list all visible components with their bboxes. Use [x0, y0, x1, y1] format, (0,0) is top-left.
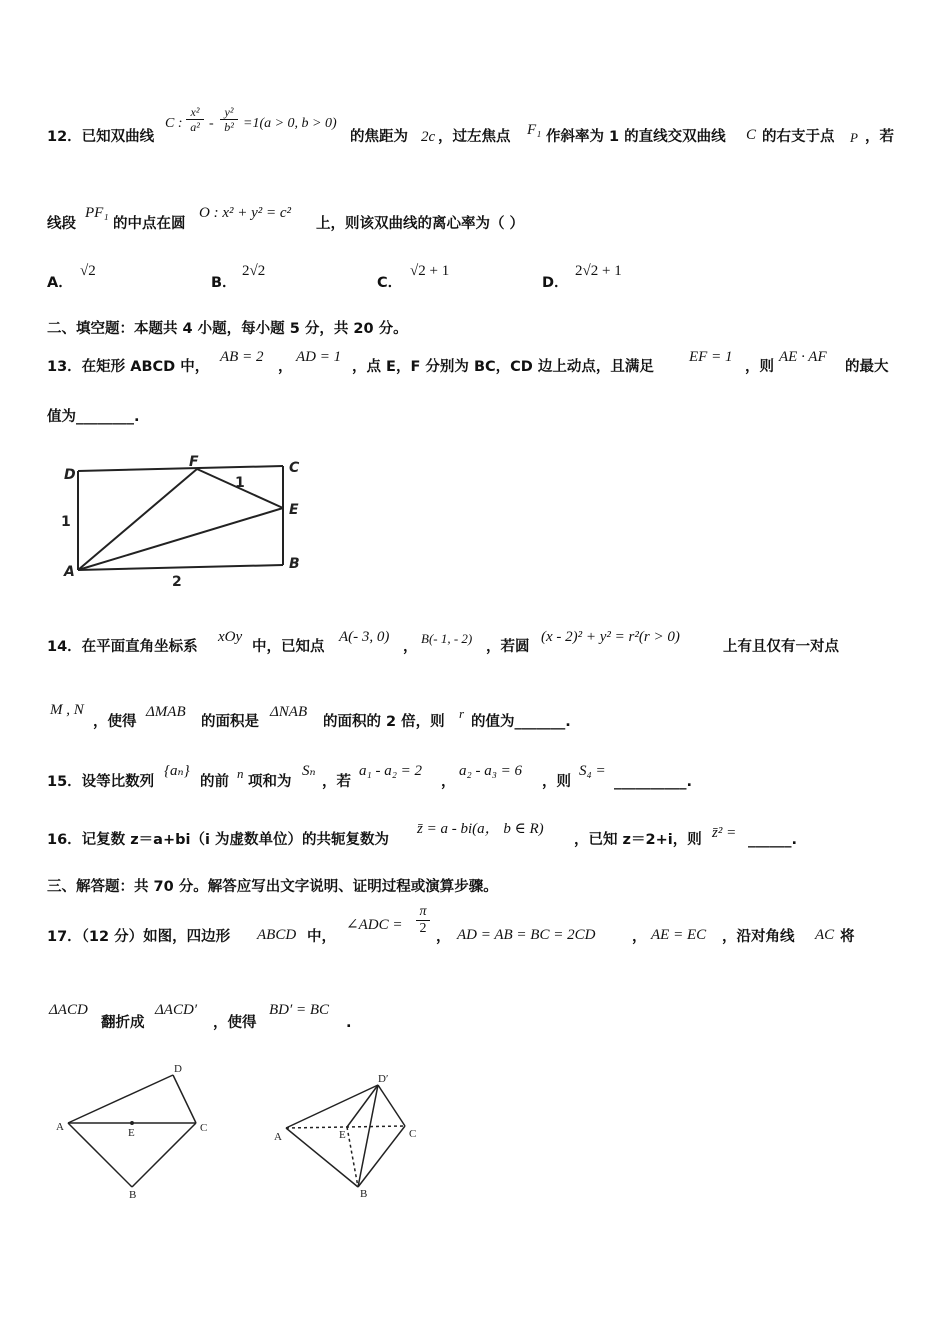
q14-radius-r: r [459, 706, 465, 721]
q12-option-a-value: √2 [80, 263, 96, 279]
q13-segment-fe [197, 469, 283, 508]
q15-text-5: ，则 [542, 774, 571, 790]
q12-text-2: ，过左焦点 [438, 129, 511, 145]
q12-condition: =1(a > 0, b > 0) [243, 116, 337, 131]
q14-text-4: 上有且仅有一对点 [723, 639, 839, 655]
q15-text-1: 15．设等比数列 [47, 774, 155, 790]
q17-text-2: 中， [307, 929, 336, 945]
q17-f2-label-a: A [274, 1131, 282, 1143]
q15-n: n [237, 766, 244, 781]
q12-minus: - [209, 116, 214, 131]
q12-text-1: 的焦距为 [350, 129, 408, 145]
q17-diagonal-ac: AC [815, 927, 835, 943]
section-3-heading: 三、解答题：共 70 分。解答应写出文字说明、证明过程或演算步骤。 [47, 879, 498, 895]
q12-point-p: P [850, 130, 858, 145]
q17-quad: ABCD [257, 927, 297, 943]
q13-label-len-ef: 1 [235, 475, 245, 491]
q13-sep: ， [278, 359, 293, 375]
q15-sequence: {aₙ} [164, 763, 190, 779]
section-2-heading: 二、填空题：本题共 4 小题，每小题 5 分，共 20 分。 [47, 321, 408, 337]
q15-s4: S₄ = [579, 763, 606, 779]
q12-focal-2c: 2c [421, 129, 436, 145]
q13-text-2: ，点 E，F 分别为 BC，CD 边上动点，且满足 [352, 359, 654, 375]
q12-option-a-label: A． [47, 275, 73, 291]
q16-conjugate-def: z̄ = a - bi(a， b ∈ R) [417, 821, 544, 837]
q14-line2-text-3: 的面积的 2 倍，则 [323, 714, 445, 730]
q17-sep-1: ， [436, 929, 451, 945]
q12-curve-name: C : [165, 116, 183, 131]
q17-triangle-acd: ΔACD [49, 1002, 88, 1018]
q12-text-4: 的右支于点 [762, 129, 835, 145]
q17-f2-edge-ad [286, 1085, 378, 1128]
q15-cond-1: a₁ - a₂ = 2 [359, 763, 423, 779]
q17-f1-edge-ad [68, 1075, 173, 1123]
q17-sep-2: ， [632, 929, 647, 945]
q14-line2-text-2: 的面积是 [201, 714, 259, 730]
q17-f1-label-e: E [128, 1127, 135, 1139]
q13-dot-product: AE · AF [779, 349, 827, 365]
q12-option-d-value: 2√2 + 1 [575, 263, 622, 279]
q14-line2-text-1: ，使得 [93, 714, 137, 730]
q17-figure-folded [286, 1085, 405, 1187]
q13-label-b: B [289, 556, 300, 572]
q12-option-b-label: B． [211, 275, 237, 291]
q17-f2-edge-dc [378, 1085, 405, 1126]
q12-text-5: ，若 [865, 129, 894, 145]
q13-label-f: F [189, 454, 199, 470]
q13-text-3: ，则 [745, 359, 774, 375]
q16-zbar-squared: z̄² = [712, 825, 737, 841]
q14-triangle-mab: ΔMAB [146, 704, 186, 720]
q12-text-3: 作斜率为 1 的直线交双曲线 [546, 129, 726, 145]
q13-label-d: D [64, 467, 76, 483]
q13-label-len-ad: 1 [61, 514, 71, 530]
q17-f2-label-c: C [409, 1128, 417, 1140]
q17-frac-pi-2: π 2 [416, 905, 430, 936]
q12-frac-y: y² b² [220, 106, 238, 133]
q17-f2-segment-ed [347, 1085, 378, 1127]
q17-f1-label-b: B [129, 1189, 137, 1201]
q13-label-c: C [289, 460, 300, 476]
q17-figure-planar [68, 1075, 196, 1187]
q12-option-c-value: √2 + 1 [410, 263, 450, 279]
q17-line2-text-1: 翻折成 [101, 1015, 145, 1031]
q13-label-len-ab: 2 [172, 574, 182, 590]
q13-label-a: A [64, 564, 75, 580]
q17-f1-edge-ab [68, 1123, 132, 1187]
q14-text-2: 中，已知点 [252, 639, 325, 655]
q13-ab: AB = 2 [220, 349, 264, 365]
q13-segment-ae [78, 508, 283, 570]
q17-f2-edge-db [358, 1085, 378, 1187]
q17-f1-edge-dc [173, 1075, 196, 1123]
q17-bd-equals-bc: BD′ = BC [269, 1002, 330, 1018]
q12-option-c-label: C． [377, 275, 403, 291]
q13-ad: AD = 1 [296, 349, 342, 365]
q12-line2-text-1: 线段 [47, 216, 76, 232]
q16-text-1: 16．记复数 z＝a+bi（i 为虚数单位）的共轭复数为 [47, 832, 389, 848]
q17-f2-label-e: E [339, 1129, 346, 1141]
q17-text-4: 将 [840, 929, 855, 945]
q17-f1-label-c: C [200, 1122, 208, 1134]
q15-text-4: ，若 [322, 774, 351, 790]
q17-f2-label-d-prime: D′ [378, 1073, 389, 1085]
q12-line2-text-2: 的中点在圆 [113, 216, 186, 232]
q12-circle-eq: O : x² + y² = c² [199, 205, 292, 221]
q16-text-2: ，已知 z＝2+i，则 [574, 832, 702, 848]
q17-line2-text-2: ，使得 [213, 1015, 257, 1031]
q17-f2-label-b: B [360, 1188, 368, 1200]
q12-line2-text-3: 上，则该双曲线的离心率为（ ） [316, 216, 525, 232]
q15-answer-blank: __________. [614, 774, 693, 790]
q14-sep: ， [403, 639, 418, 655]
q17-period: . [346, 1015, 352, 1031]
q17-f1-label-a: A [56, 1121, 64, 1133]
q17-angle-adc: ∠ADC = [346, 917, 403, 933]
q13-text-1: 13．在矩形 ABCD 中， [47, 359, 210, 375]
q12-number: 12．已知双曲线 [47, 129, 155, 145]
q12-curve-c: C [746, 127, 757, 143]
q14-point-a: A(- 3, 0) [339, 629, 390, 645]
q14-text-1: 14．在平面直角坐标系 [47, 639, 198, 655]
q14-point-b: B(- 1, - 2) [421, 631, 473, 646]
q17-f2-edge-bc [358, 1126, 405, 1187]
q12-option-b-value: 2√2 [242, 263, 266, 279]
q17-f2-hidden-eb [347, 1127, 358, 1187]
q14-text-3: ，若圆 [486, 639, 530, 655]
q15-text-2: 的前 [200, 774, 229, 790]
q17-f2-edge-ab [286, 1128, 358, 1187]
q17-f1-label-d: D [174, 1063, 182, 1075]
q12-focus-f1: F₁ [527, 122, 542, 138]
q14-line2-text-4: 的值为_______. [471, 714, 571, 730]
q15-text-3: 项和为 [248, 774, 292, 790]
q17-ae-ec: AE = EC [651, 927, 707, 943]
q14-circle-eq: (x - 2)² + y² = r²(r > 0) [541, 629, 680, 645]
q14-points-mn: M , N [50, 702, 84, 718]
q14-coord-system: xOy [218, 629, 243, 645]
q15-sn: Sₙ [302, 763, 316, 779]
q14-triangle-nab: ΔNAB [270, 704, 308, 720]
q13-line2: 值为________. [47, 409, 140, 425]
q17-text-3: ，沿对角线 [722, 929, 795, 945]
q17-f2-hidden-ac [286, 1126, 405, 1128]
q17-triangle-acd-prime: ΔACD′ [155, 1002, 198, 1018]
q17-f1-edge-bc [132, 1123, 196, 1187]
q13-ef: EF = 1 [689, 349, 733, 365]
q17-text-1: 17．（12 分）如图，四边形 [47, 929, 231, 945]
q17-lengths: AD = AB = BC = 2CD [457, 927, 596, 943]
q12-segment-pf1: PF₁ [85, 205, 109, 221]
q13-side-ab [78, 565, 283, 570]
q13-label-e: E [289, 502, 299, 518]
q13-side-dc [78, 466, 283, 471]
q15-sep: ， [441, 774, 456, 790]
q13-text-4: 的最大 [845, 359, 889, 375]
q15-cond-2: a₂ - a₃ = 6 [459, 763, 523, 779]
q12-frac-x: x² a² [186, 106, 204, 133]
q13-segment-af [78, 469, 197, 570]
q12-option-d-label: D． [542, 275, 569, 291]
q17-f1-point-e [131, 1122, 133, 1124]
q16-answer-blank: ______. [748, 832, 798, 848]
